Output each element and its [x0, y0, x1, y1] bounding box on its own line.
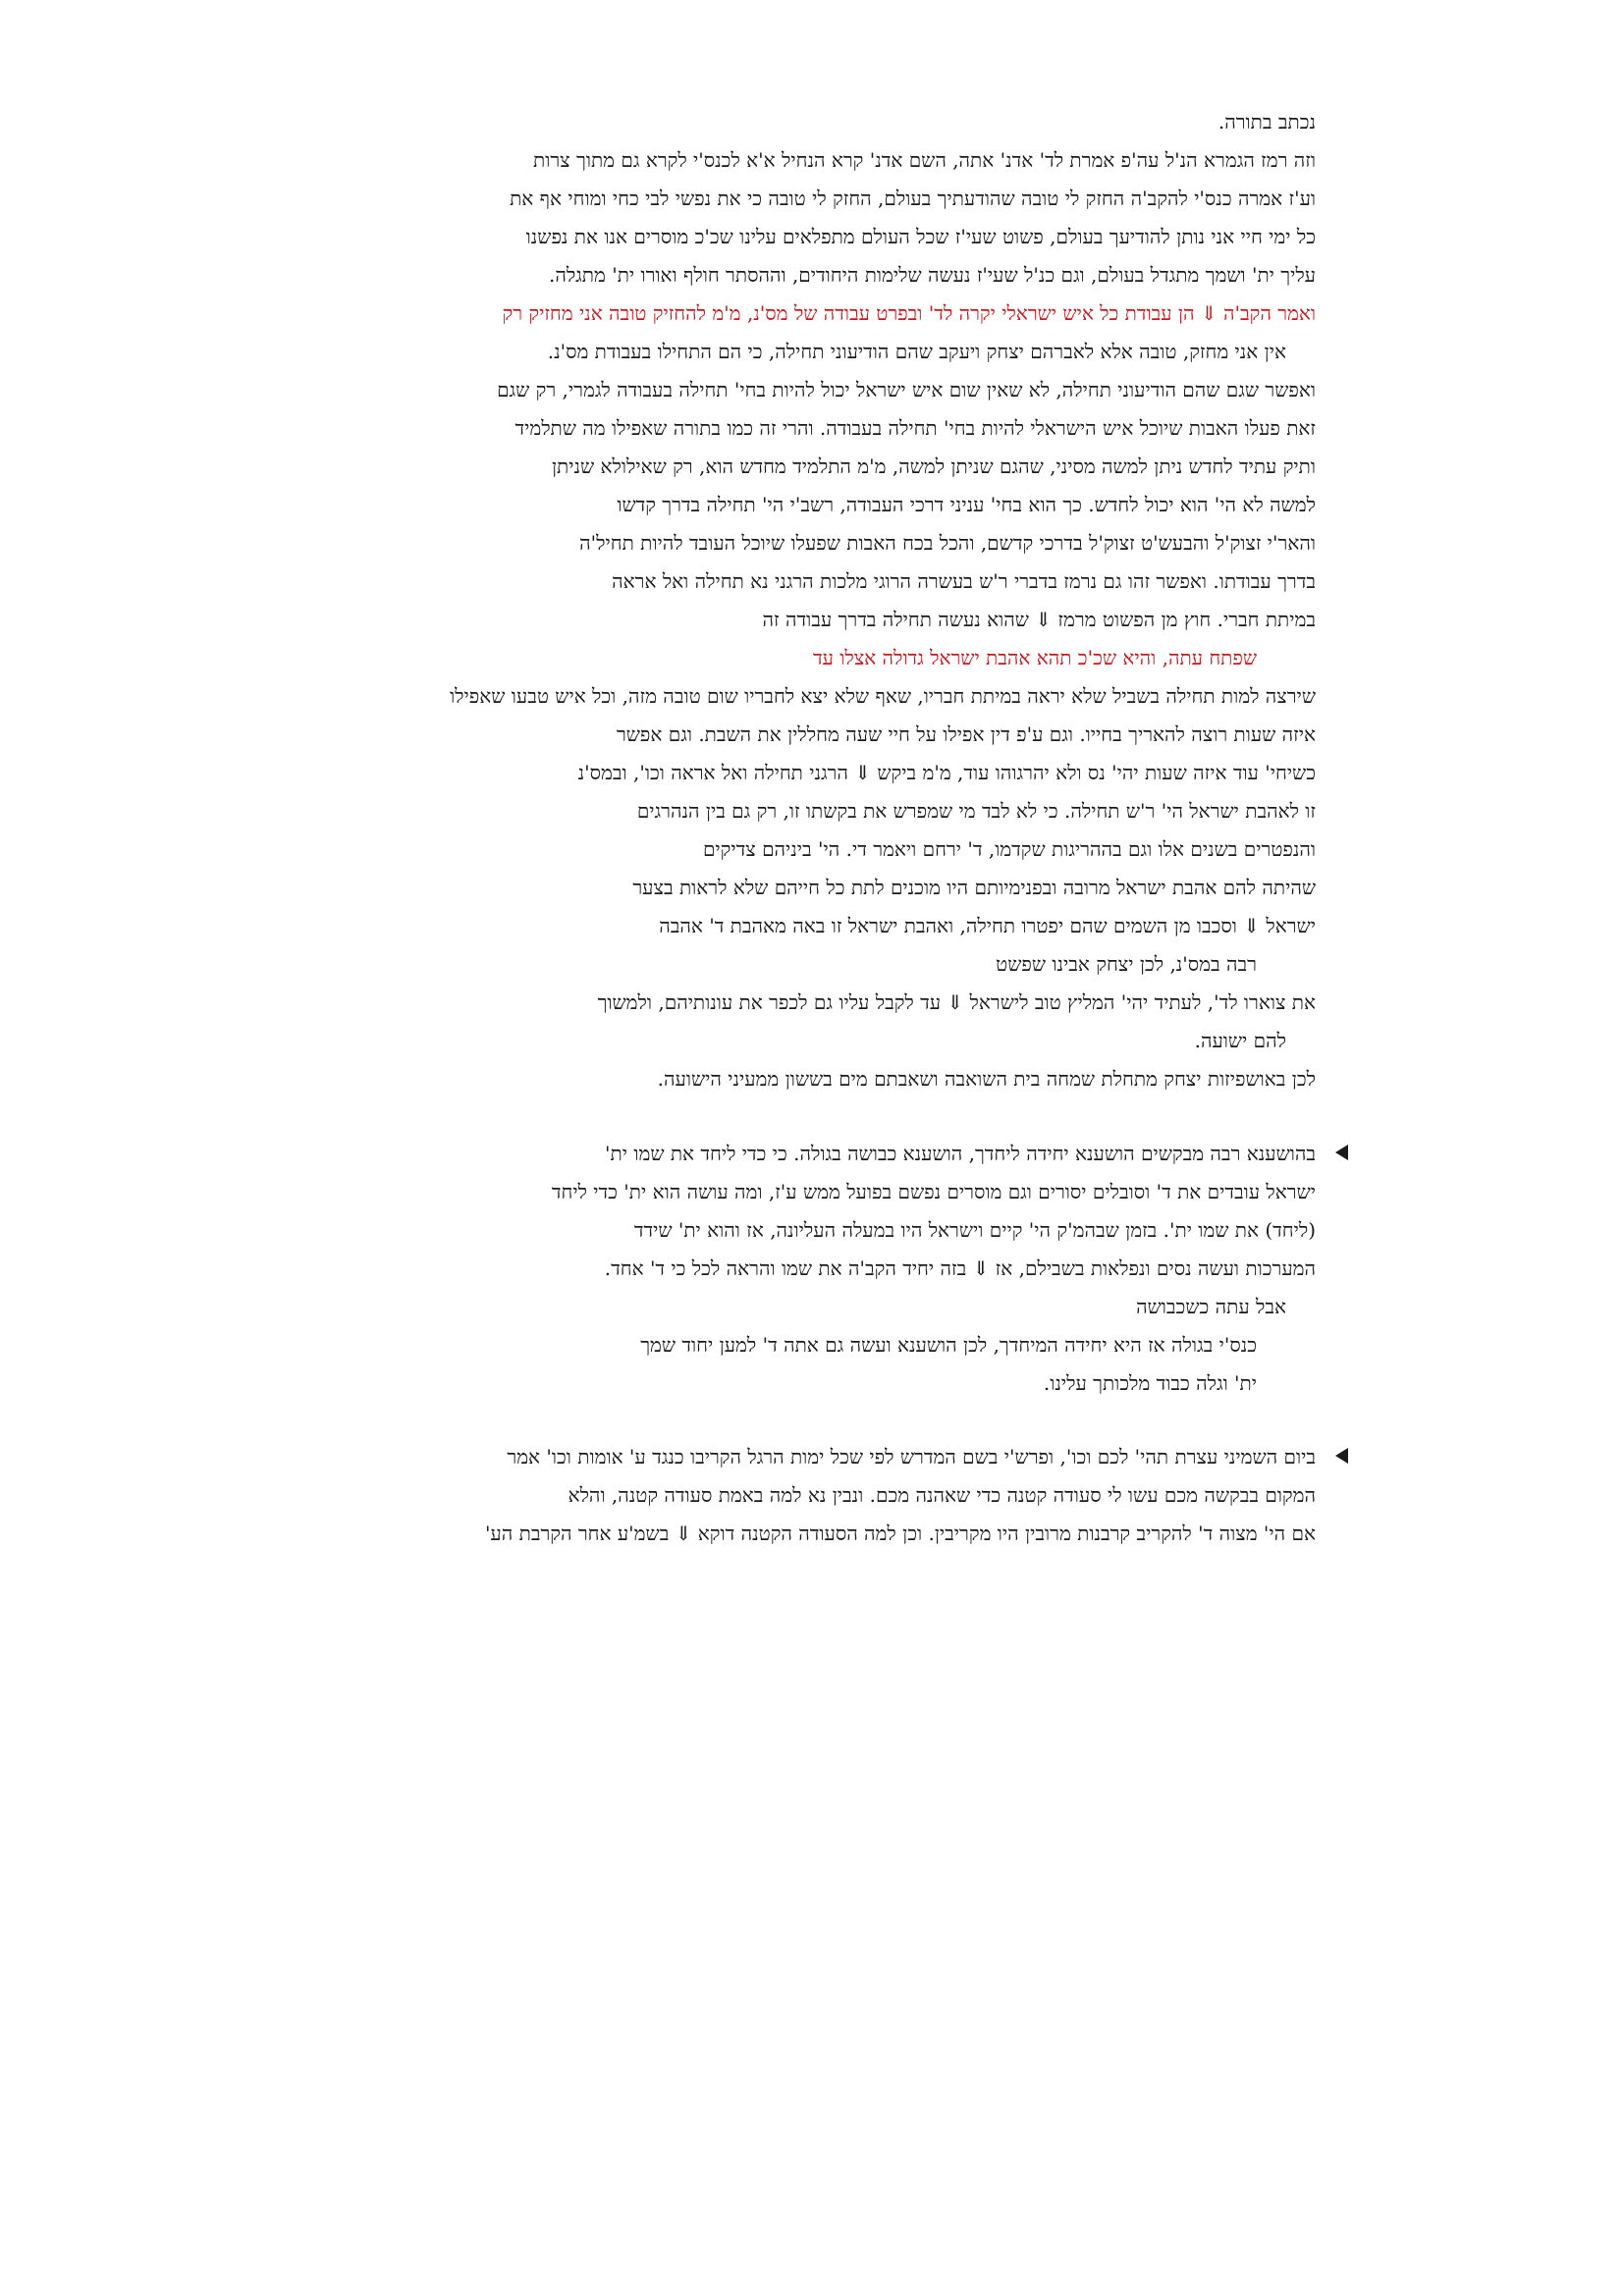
text-line: ישראל ⇓ וסכבו מן השמים שהם יפטרו תחילה, ואהבת ישראל זו באה מאהבת ד' אהבה: [659, 914, 1316, 937]
text-line: למשה לא הי' הוא יכול לחדש. כך הוא בחי' עניני דרכי העבודה, רשב'י הי' תחילה בדרך קדשו: [617, 493, 1316, 516]
text-line: המערכות ועשה נסים ונפלאות בשבילם, אז ⇓ בזה יחיד הקב'ה את שמו והראה לכל כי ד' אחד.: [604, 1256, 1316, 1280]
text-line: כנס'י בגולה אז היא יחידה המיחדך, לכן הושענא ועשה גם אתה ד' למען יחוד שמך: [640, 1333, 1257, 1357]
text-line: בהושענא רבה מבקשים הושענא יחידה ליחדך, הושענא כבושה בגולה. כי כדי ליחד את שמו ית': [605, 1142, 1316, 1165]
text-line-red: שפתח עתה, והיא שכ'כ תהא אהבת ישראל גדולה אצלו עד: [812, 646, 1257, 669]
text-line: ישראל עובדים את ד' וסובלים יסורים וגם מוסרים נפשם בפועל ממש ע'ז, ומה עושה הוא ית' כדי ליחד: [551, 1180, 1316, 1203]
text-line: להם ישועה.: [1194, 1029, 1286, 1052]
text-line: ית' וגלה כבוד מלכותך עלינו.: [1043, 1371, 1257, 1395]
text-line: שהיתה להם אהבת ישראל מרובה ובפנימיותם היו מוכנים לתת כל חייהם שלא לראות בצער: [632, 876, 1316, 899]
text-line: כשיחי' עוד איזה שעות יהי' נס ולא יהרגוהו עוד, מ'מ ביקש ⇓ הרגני תחילה ואל אראה וכו', ובמס'נ: [577, 761, 1316, 784]
text-line: ותיק עתיד לחדש ניתן למשה מסיני, שהגם שניתן למשה, מ'מ התלמיד מחדש הוא, רק שאילולא שניתן: [551, 454, 1316, 478]
text-line: רבה במס'נ, לכן יצחק אבינו שפשט: [996, 952, 1257, 976]
text-line: במיתת חברי. חוץ מן הפשוט מרמז ⇓ שהוא נעשה תחילה בדרך עבודה זה: [762, 608, 1316, 631]
text-line: שירצה למות תחילה בשביל שלא יראה במיתת חבריו, שאף שלא יצא לחבריו שום טובה מזה, וכל איש טבעו שאפילו: [450, 684, 1316, 708]
text-line: והאר'י זצוק'ל והבעש'ט זצוק'ל בדרכי קדשם, והכל בכח האבות שפעלו שיוכל העובד להיות תחיל'ה: [579, 531, 1316, 555]
text-line: נכתב בתורה.: [1217, 110, 1316, 133]
text-line: בדרך עבודתו. ואפשר זהו גם נרמז בדברי ר'ש בעשרה הרוגי מלכות הרגני נא תחילה ואל אראה: [612, 569, 1316, 593]
text-line: עליך ית' ושמך מתגדל בעולם, וגם כנ'ל שעי'ז נעשה שלימות היחודים, וההסתר חולף ואורו ית' מתגלה.: [548, 263, 1316, 287]
text-line: ואפשר שגם שהם הודיעוני תחילה, לא שאין שום איש ישראל יכול להיות בחי' תחילה בעבודה לגמרי, רק שגם: [497, 378, 1316, 401]
text-line: אבל עתה כשכבושה: [1136, 1295, 1286, 1318]
text-line: את צוארו לד', לעתיד יהי' המליץ טוב לישראל ⇓ עד לקבל עליו גם לכפר את עונותיהם, ולמשוך: [597, 990, 1316, 1014]
text-line: אין אני מחזק, טובה אלא לאברהם יצחק ויעקב שהם הודיעוני תחילה, כי הם התחילו בעבודת מס'נ.: [547, 340, 1286, 363]
text-line: זו לאהבת ישראל הי' ר'ש תחילה. כי לא לבד מי שמפרש את בקשתו זו, רק גם בין הנהרגים: [636, 799, 1316, 823]
text-line: וע'ז אמרה כנס'י להקב'ה החזק לי טובה שהודעתיך בעולם, החזק לי טובה כי את נפשי לבי כחי ומוחי אף את: [510, 187, 1316, 210]
text-line: אם הי' מצוה ד' להקריב קרבנות מרובין היו מקריבין. וכן למה הסעודה הקטנה דוקא ⇓ בשמ'ע אחר הקרבת הע': [484, 1522, 1316, 1545]
bullet-triangle-icon: [1335, 1448, 1348, 1464]
section-1: [344, 103, 1316, 1098]
text-line-red: ואמר הקב'ה ⇓ הן עבודת כל איש ישראלי יקרה לד' ובפרט עבודה של מס'נ, מ'מ להחזיק טובה אני מחזיק רק: [502, 301, 1316, 325]
text-line: (ליחד) את שמו ית'. בזמן שבהמ'ק הי' קיים וישראל היו במעלה העליונה, אז והוא ית' שידד: [633, 1218, 1316, 1242]
text-line: והנפטרים בשנים אלו וגם בההריגות שקדמו, ד' ירחם ויאמר די. הי' ביניהם צדיקים: [702, 837, 1316, 861]
text-line: לכן באושפיזות יצחק מתחלת שמחה בית השואבה ושאבתם מים בששון ממעיני הישועה.: [657, 1067, 1316, 1091]
text-line: כל ימי חיי אני נותן להודיעך בעולם, פשוט שעי'ז שכל העולם מתפלאים עלינו שכ'כ מוסרים אנו את נפשנו: [525, 225, 1316, 248]
text-line: זאת פעלו האבות שיוכל איש הישראלי להיות בחי' תחילה בעבודה. והרי זה כמו בתורה שאפילו מה שתלמיד: [514, 416, 1316, 440]
text-line: וזה רמז הגמרא הנ'ל עה'פ אמרת לד' אדנ' אתה, השם אדנ' קרא הנחיל א'א לכנס'י לקרא גם מתוך צרות: [533, 148, 1316, 172]
text-line: איזה שעות רוצה להאריך בחייו. וגם ע'פ דין אפילו על חיי שעה מחללין את השבת. וגם אפשר: [616, 722, 1316, 746]
bullet-triangle-icon: [1335, 1145, 1348, 1160]
section-2: [344, 1135, 1316, 1403]
text-line: המקום בבקשה מכם עשו לי סעודה קטנה כדי שאהנה מכם. ונבין נא למה באמת סעודה קטנה, והלא: [568, 1483, 1316, 1507]
text-line: ביום השמיני עצרת תהי' לכם וכו', ופרש'י בשם המדרש לפי שכל ימות הרגל הקריבו כנגד ע' אומות וכו' אמר: [507, 1445, 1316, 1468]
section-3: [344, 1438, 1316, 1553]
